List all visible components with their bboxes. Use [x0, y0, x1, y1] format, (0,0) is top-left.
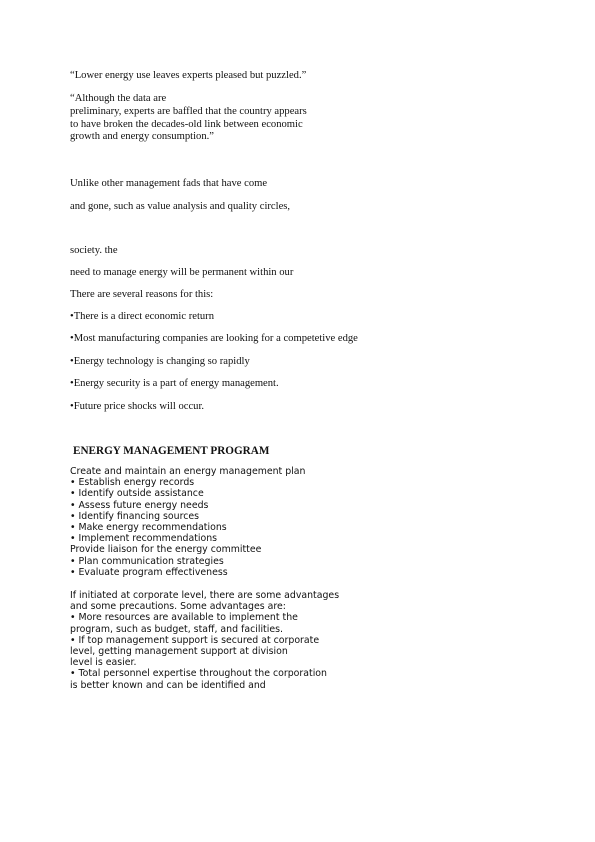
text-line: • If top management support is secured at corporate: [70, 634, 320, 646]
text-line: • More resources are available to implement the: [70, 612, 298, 624]
list-item: • Assess future energy needs: [70, 499, 209, 511]
text-line: and some precautions. Some advantages are:: [70, 601, 286, 613]
list-item: • Implement recommendations: [70, 533, 218, 545]
bullet-line: •There is a direct economic return: [70, 311, 215, 322]
list-item: • Identify financing sources: [70, 510, 200, 522]
list-item: • Establish energy records: [70, 477, 195, 489]
bullet-line: •Future price shocks will occur.: [70, 401, 205, 412]
text-line: There are several reasons for this:: [70, 289, 214, 300]
bullet-line: •Most manufacturing companies are looking for a competetive edge: [70, 333, 358, 344]
text-line: and gone, such as value analysis and quality circles,: [70, 201, 291, 212]
bullet-line: •Energy technology is changing so rapidly: [70, 356, 250, 367]
text-line: is better known and can be identified and: [70, 679, 266, 691]
quote-line: “Although the data are: [70, 93, 167, 104]
list-item: Provide liaison for the energy committee: [70, 544, 262, 556]
text-line: society. the: [70, 245, 118, 256]
text-line: • Total personnel expertise throughout the corporation: [70, 668, 327, 680]
bullet-line: •Energy security is a part of energy management.: [70, 378, 279, 389]
quote-paragraph: [70, 93, 307, 144]
text-line: level is easier.: [70, 657, 137, 669]
list-item: • Identify outside assistance: [70, 488, 204, 500]
list-item: • Make energy recommendations: [70, 522, 227, 534]
text-line: If initiated at corporate level, there are some advantages: [70, 590, 340, 601]
quote-headline: “Lower energy use leaves experts pleased but puzzled.”: [70, 70, 307, 81]
list-item: • Plan communication strategies: [70, 555, 224, 567]
list-item: • Evaluate program effectiveness: [70, 566, 228, 578]
list-item: Create and maintain an energy management plan: [70, 466, 306, 477]
corporate-paragraph: [70, 590, 339, 691]
section-heading: ENERGY MANAGEMENT PROGRAM: [73, 445, 270, 457]
quote-line: growth and energy consumption.”: [70, 131, 214, 143]
text-line: level, getting management support at division: [70, 646, 288, 658]
quote-line: preliminary, experts are baffled that the country appears: [70, 105, 307, 117]
text-line: need to manage energy will be permanent within our: [70, 267, 294, 278]
quote-line: to have broken the decades-old link between economic: [70, 118, 303, 130]
text-line: program, such as budget, staff, and facilities.: [70, 623, 283, 635]
text-line: Unlike other management fads that have come: [70, 178, 268, 189]
program-list: [70, 466, 305, 578]
